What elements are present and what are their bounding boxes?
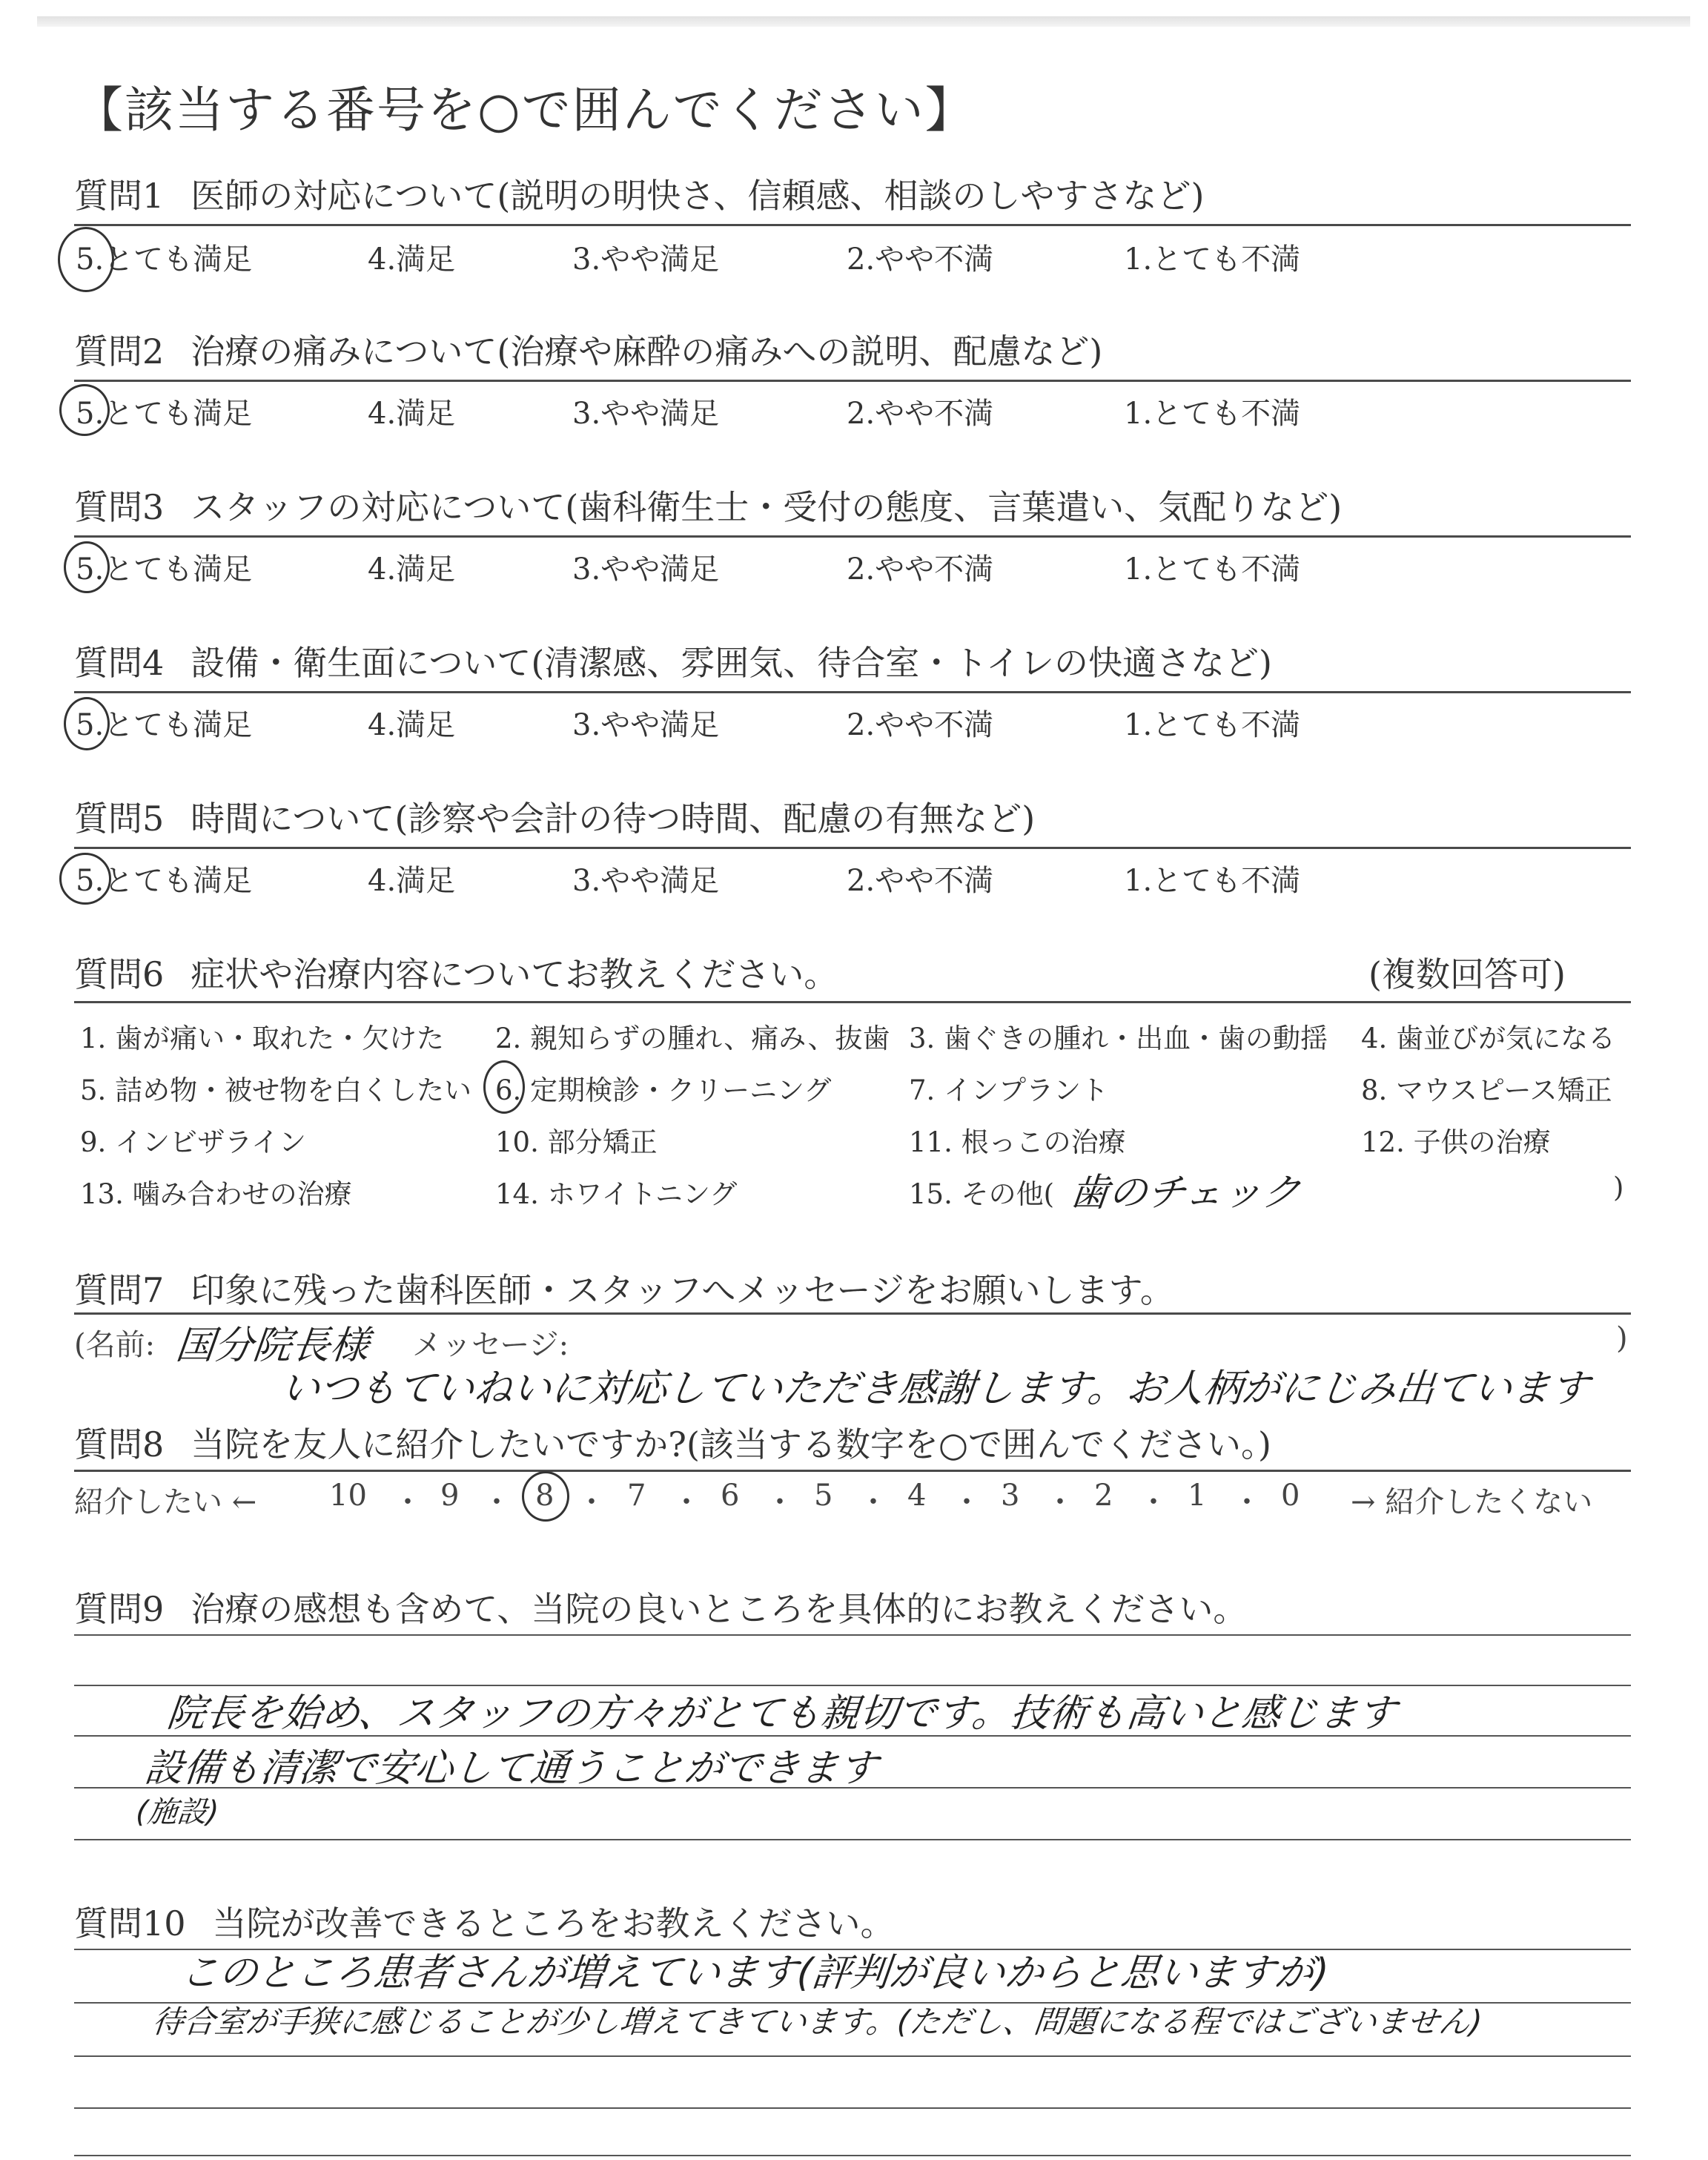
multiple-answers-note: (複数回答可) — [1368, 954, 1566, 994]
checklist-item[interactable]: 1. 歯が痛い・取れた・欠けた — [80, 1023, 445, 1054]
question-divider — [74, 380, 1631, 382]
scale-number[interactable]: 5 — [814, 1479, 833, 1513]
question-number: 質問4 — [74, 643, 165, 683]
option-5[interactable]: 5.とても満足 — [76, 864, 253, 898]
scale-number[interactable]: 1 — [1188, 1479, 1207, 1513]
answer-line — [74, 2055, 1631, 2057]
option-5[interactable]: 5.とても満足 — [76, 708, 253, 742]
option-3[interactable]: 3.やや満足 — [572, 242, 720, 277]
question-6 — [74, 948, 838, 997]
option-3[interactable]: 3.やや満足 — [572, 708, 720, 742]
question-5 — [74, 792, 1035, 841]
option-2[interactable]: 2.やや不満 — [847, 397, 994, 431]
option-3[interactable]: 3.やや満足 — [572, 864, 720, 898]
question-divider — [74, 1001, 1631, 1003]
page-title: 【該当する番号を○で囲んでください】 — [74, 82, 976, 139]
scale-number[interactable]: 9 — [440, 1479, 460, 1513]
scale-number[interactable]: 6 — [721, 1479, 740, 1513]
answer-handwritten-line: 待合室が手狭に感じることが少し増えてきています。(ただし、問題になる程ではございません) — [150, 2004, 1484, 2040]
option-4[interactable]: 4.満足 — [368, 552, 456, 587]
scale-dot: ・ — [393, 1485, 423, 1519]
question-number: 質問3 — [74, 487, 165, 527]
option-1[interactable]: 1.とても不満 — [1124, 864, 1301, 898]
question-number: 質問6 — [74, 954, 165, 994]
checklist-item[interactable]: 10. 部分矯正 — [495, 1126, 658, 1158]
question-1 — [74, 169, 1204, 218]
option-2[interactable]: 2.やや不満 — [847, 864, 994, 898]
question-divider — [74, 691, 1631, 693]
checklist-item[interactable]: 3. 歯ぐきの腫れ・出血・歯の動揺 — [909, 1023, 1328, 1054]
scale-dot: ・ — [1232, 1485, 1262, 1519]
question-number: 質問1 — [74, 176, 165, 216]
question-number: 質問9 — [74, 1589, 165, 1629]
question-divider — [74, 847, 1631, 849]
scale-left-label: 紹介したい ← — [74, 1485, 257, 1519]
other-handwritten-answer: 歯のチェック — [1068, 1171, 1303, 1215]
question-text: 印象に残った歯科医師・スタッフへメッセージをお願いします。 — [191, 1270, 1174, 1310]
question-text: スタッフの対応について(歯科衛生士・受付の態度、言葉遣い、気配りなど) — [191, 487, 1343, 527]
question-number: 質問8 — [74, 1424, 165, 1464]
checklist-item[interactable]: 15. その他( — [909, 1178, 1055, 1210]
selection-circle — [59, 384, 110, 436]
option-4[interactable]: 4.満足 — [368, 397, 456, 431]
question-4 — [74, 636, 1272, 685]
message-label: メッセージ: — [412, 1328, 569, 1362]
answer-handwritten-line: 設備も清潔で安心して通うことができます — [142, 1746, 880, 1791]
checklist-item[interactable]: 5. 詰め物・被せ物を白くしたい — [80, 1074, 472, 1106]
option-4[interactable]: 4.満足 — [368, 708, 456, 742]
question-text: 治療の感想も含めて、当院の良いところを具体的にお教えください。 — [191, 1589, 1248, 1629]
checklist-item[interactable]: 12. 子供の治療 — [1361, 1126, 1551, 1158]
question-divider — [74, 1470, 1631, 1472]
option-1[interactable]: 1.とても不満 — [1124, 708, 1301, 742]
answer-line — [74, 1839, 1631, 1840]
question-text: 設備・衛生面について(清潔感、雰囲気、待合室・トイレの快適さなど) — [191, 643, 1272, 683]
question-text: 当院を友人に紹介したいですか?(該当する数字を○で囲んでください。) — [191, 1424, 1271, 1464]
scale-number[interactable]: 2 — [1094, 1479, 1113, 1513]
checklist-item[interactable]: 13. 噛み合わせの治療 — [80, 1178, 352, 1210]
name-label: (名前: — [74, 1328, 156, 1362]
option-3[interactable]: 3.やや満足 — [572, 397, 720, 431]
scale-dot: ・ — [858, 1485, 888, 1519]
scale-dot: ・ — [672, 1485, 701, 1519]
selection-circle — [483, 1060, 525, 1114]
message-close-paren: ) — [1616, 1321, 1628, 1355]
question-number: 質問5 — [74, 799, 165, 839]
selection-circle — [522, 1471, 569, 1522]
scale-dot: ・ — [1045, 1485, 1075, 1519]
scale-number[interactable]: 7 — [627, 1479, 646, 1513]
checklist-item[interactable]: 14. ホワイトニング — [495, 1178, 738, 1210]
answer-handwritten-line: (施設) — [134, 1795, 221, 1829]
scale-dot: ・ — [577, 1485, 606, 1519]
checklist-item[interactable]: 8. マウスピース矯正 — [1361, 1074, 1612, 1106]
option-1[interactable]: 1.とても不満 — [1124, 397, 1301, 431]
scale-dot: ・ — [1139, 1485, 1168, 1519]
option-5[interactable]: 5.とても満足 — [76, 242, 253, 277]
question-7 — [74, 1264, 1174, 1312]
question-number: 質問7 — [74, 1270, 165, 1310]
checklist-item[interactable]: 4. 歯並びが気になる — [1361, 1023, 1616, 1054]
other-close-paren: ) — [1613, 1172, 1624, 1203]
option-1[interactable]: 1.とても不満 — [1124, 242, 1301, 277]
option-2[interactable]: 2.やや不満 — [847, 552, 994, 587]
question-text: 症状や治療内容についてお教えください。 — [191, 954, 838, 994]
option-1[interactable]: 1.とても不満 — [1124, 552, 1301, 587]
answer-line — [74, 2155, 1631, 2156]
selection-circle — [64, 541, 110, 593]
scale-dot: ・ — [482, 1485, 512, 1519]
selection-circle — [59, 853, 111, 905]
option-4[interactable]: 4.満足 — [368, 242, 456, 277]
question-text: 当院が改善できるところをお教えください。 — [212, 1903, 895, 1943]
checklist-item[interactable]: 2. 親知らずの腫れ、痛み、抜歯 — [495, 1023, 890, 1054]
option-3[interactable]: 3.やや満足 — [572, 552, 720, 587]
scale-number[interactable]: 10 — [329, 1479, 367, 1513]
question-3 — [74, 480, 1342, 529]
name-handwritten: 国分院長様 — [173, 1324, 371, 1368]
checklist-item[interactable]: 11. 根っこの治療 — [909, 1126, 1126, 1158]
scale-number[interactable]: 8 — [535, 1479, 555, 1513]
scale-dot: ・ — [765, 1485, 795, 1519]
page-top-edge — [37, 16, 1690, 27]
question-9 — [74, 1582, 1247, 1631]
question-text: 治療の痛みについて(治療や麻酔の痛みへの説明、配慮など) — [191, 331, 1103, 371]
question-8 — [74, 1418, 1271, 1467]
checklist-item[interactable]: 9. インビザライン — [80, 1126, 306, 1158]
checklist-item[interactable]: 6. 定期検診・クリーニング — [495, 1074, 832, 1106]
question-number: 質問2 — [74, 331, 165, 371]
scale-dot: ・ — [952, 1485, 982, 1519]
question-text: 時間について(診察や会計の待つ時間、配慮の有無など) — [191, 799, 1036, 839]
scale-number[interactable]: 0 — [1281, 1479, 1300, 1513]
scale-right-label: → 紹介したくない — [1351, 1485, 1593, 1519]
answer-handwritten-line: このところ患者さんが増えています(評判が良いからと思いますが) — [178, 1951, 1331, 1995]
option-4[interactable]: 4.満足 — [368, 864, 456, 898]
question-divider — [74, 224, 1631, 226]
question-divider — [74, 535, 1631, 538]
checklist-item[interactable]: 7. インプラント — [909, 1074, 1109, 1106]
option-5[interactable]: 5.とても満足 — [76, 552, 253, 587]
question-10 — [74, 1897, 895, 1946]
question-2 — [74, 325, 1102, 374]
option-2[interactable]: 2.やや不満 — [847, 242, 994, 277]
question-text: 医師の対応について(説明の明快さ、信頼感、相談のしやすさなど) — [191, 176, 1205, 216]
answer-line — [74, 1634, 1631, 1636]
option-2[interactable]: 2.やや不満 — [847, 708, 994, 742]
answer-handwritten-line: 院長を始め、スタッフの方々がとても親切です。技術も高いと感じます — [165, 1691, 1399, 1736]
scale-number[interactable]: 4 — [907, 1479, 927, 1513]
question-number: 質問10 — [74, 1903, 186, 1943]
scale-number[interactable]: 3 — [1001, 1479, 1020, 1513]
answer-line — [74, 2107, 1631, 2109]
message-handwritten: いつもていねいに対応していただき感謝します。お人柄がにじみ出ています — [279, 1367, 1592, 1411]
selection-circle — [58, 227, 114, 292]
selection-circle — [64, 697, 110, 750]
option-5[interactable]: 5.とても満足 — [76, 397, 253, 431]
